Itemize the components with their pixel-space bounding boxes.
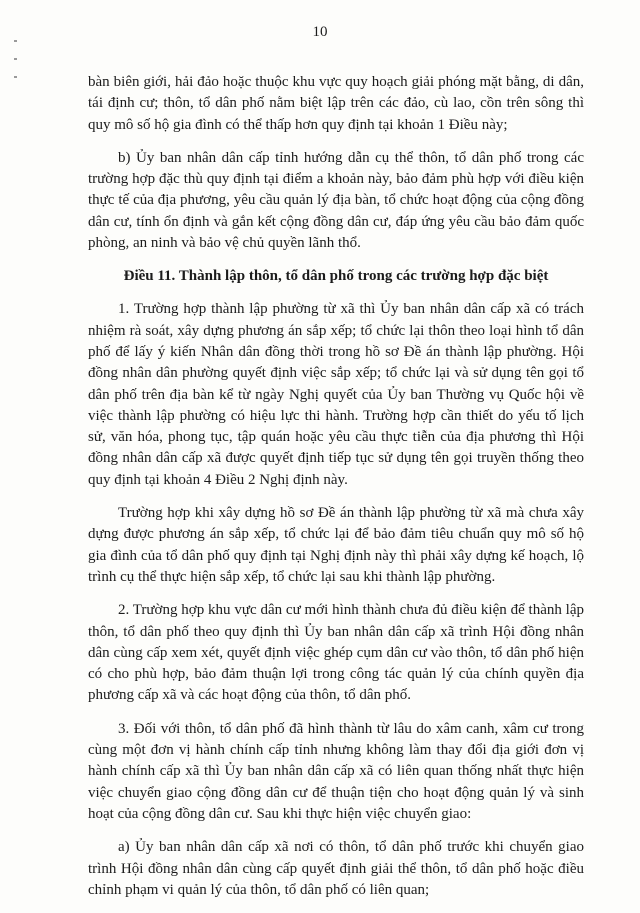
- paragraph-point-b: b) Ủy ban nhân dân cấp tỉnh hướng dẫn cụ thể thôn, tổ dân phố trong các trường hợp đặc thù quy định tại điểm a khoản này, bảo đảm phù hợp với điều kiện thực tế của địa phương, yêu cầu quản lý địa bàn, tổ chức hoạt động của cộng đồng dân cư, tính ổn định và gắn kết cộng đồng dân cư, đáp ứng yêu cầu bảo đảm quốc phòng, an ninh và bảo vệ chủ quyền lãnh thổ.: [88, 149, 584, 252]
- paragraph-clause-3: 3. Đối với thôn, tổ dân phố đã hình thành từ lâu do xâm canh, xâm cư trong cùng một đơn vị hành chính cấp tỉnh nhưng không làm thay đổi địa giới đơn vị hành chính cấp xã thì Ủy ban nhân dân cấp xã có liên quan thống nhất thực hiện việc chuyển giao cộng đồng dân cư để thuận tiện cho hoạt động quản lý và sinh hoạt của cộng đồng dân cư. Sau khi thực hiện việc chuyển giao:: [88, 720, 584, 822]
- paragraph-point-a: a) Ủy ban nhân dân cấp xã nơi có thôn, tổ dân phố trước khi chuyển giao trình Hội đồng nhân dân cùng cấp quyết định giải thể thôn, tổ dân phố hoặc điều chỉnh phạm vi quản lý của thôn, tổ dân phố có liên quan;: [88, 839, 584, 898]
- paragraph-clause-2: 2. Trường hợp khu vực dân cư mới hình thành chưa đủ điều kiện để thành lập thôn, tổ dân phố theo quy định thì Ủy ban nhân dân cấp xã trình Hội đồng nhân dân cùng cấp xem xét, quyết định việc ghép cụm dân cư vào thôn, tổ dân phố hiện có cho phù hợp, bảo đảm thuận lợi trong công tác quản lý của chính quyền địa phương cấp xã và các hoạt động của thôn, tổ dân phố.: [88, 602, 584, 704]
- document-body: [88, 72, 584, 913]
- paragraph-clause-1-note: Trường hợp khi xây dựng hồ sơ Đề án thành lập phường từ xã mà chưa xây dựng được phương án sắp xếp, tổ chức lại để bảo đảm tiêu chuẩn quy mô số hộ gia đình của tổ dân phố quy định tại Nghị định này thì phải xây dựng kế hoạch, lộ trình cụ thể thực hiện sắp xếp, tổ chức lại sau khi thành lập phường.: [88, 505, 584, 585]
- article-title: Điều 11. Thành lập thôn, tổ dân phố trong các trường hợp đặc biệt: [123, 268, 549, 285]
- scan-edge-mark: [14, 76, 17, 78]
- page-number: 10: [312, 24, 328, 40]
- scan-edge-mark: [14, 40, 17, 42]
- scan-edge-mark: [14, 58, 17, 60]
- paragraph-clause-1: 1. Trường hợp thành lập phường từ xã thì Ủy ban nhân dân cấp xã có trách nhiệm rà soát, xây dựng phương án sắp xếp; tổ chức lại thôn theo loại hình tổ dân phố để lấy ý kiến Nhân dân đồng thời trong hồ sơ Đề án thành lập phường. Hội đồng nhân dân phường quyết định việc sắp xếp; tổ chức lại và sử dụng tên gọi tổ dân phố trên địa bàn kể từ ngày Nghị quyết của Ủy ban Thường vụ Quốc hội về việc thành lập phường có hiệu lực thi hành. Trường hợp cần thiết do yếu tố lịch sử, văn hóa, phong tục, tập quán hoặc yêu cầu thực tiễn của địa phương thì Hội đồng nhân dân cấp xã được quyết định tiếp tục sử dụng tên gọi truyền thống theo quy định tại khoản 4 Điều 2 Nghị định này.: [88, 301, 584, 488]
- paragraph-continuation: bàn biên giới, hải đảo hoặc thuộc khu vực quy hoạch giải phóng mặt bằng, di dân, tái định cư; thôn, tổ dân phố nằm biệt lập trên các đảo, cù lao, cồn trên sông thì quy mô số hộ gia đình có thể thấp hơn quy định tại khoản 1 Điều này;: [88, 74, 584, 133]
